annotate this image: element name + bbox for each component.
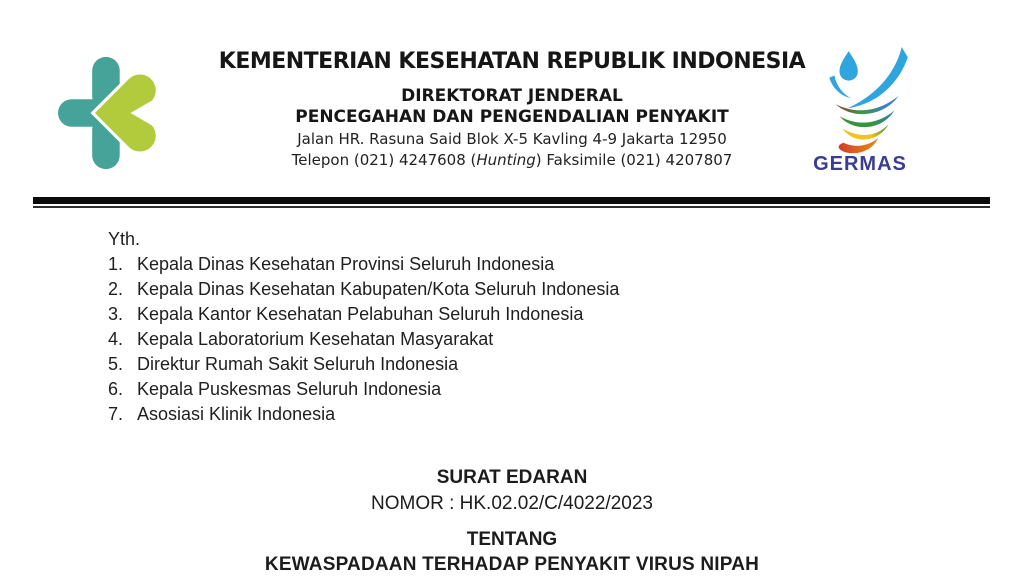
germas-arm-right [848, 47, 908, 108]
recipient-number: 1. [108, 254, 124, 274]
recipient-number: 2. [108, 279, 124, 299]
recipient-text: Kepala Laboratorium Kesehatan Masyarakat [137, 329, 494, 349]
germas-logo-icon [820, 47, 912, 153]
recipient-text: Kepala Dinas Kesehatan Provinsi Seluruh Indonesia [137, 254, 555, 274]
recipient-number: 6. [108, 379, 124, 399]
directorate-line2: PENCEGAHAN DAN PENGENDALIAN PENYAKIT [295, 107, 729, 127]
recipient-text: Kepala Kantor Kesehatan Pelabuhan Seluruh Indonesia [137, 304, 584, 324]
germas-band-4 [839, 138, 878, 153]
recipient-item [108, 352, 619, 377]
directorate-line1: DIREKTORAT JENDERAL [401, 86, 623, 106]
salutation: Yth. [108, 229, 141, 249]
recipient-text: Direktur Rumah Sakit Seluruh Indonesia [137, 354, 459, 374]
recipient-number: 4. [108, 329, 124, 349]
recipient-item [108, 377, 619, 402]
phone-post: ) Faksimile (021) 4207807 [535, 151, 733, 169]
document-subject: KEWASPADAAN TERHADAP PENYAKIT VIRUS NIPAH [264, 554, 760, 575]
recipient-text: Kepala Puskesmas Seluruh Indonesia [137, 379, 442, 399]
recipient-item [108, 252, 619, 277]
recipient-item [108, 402, 619, 427]
recipient-item [108, 277, 619, 302]
recipient-number: 3. [108, 304, 124, 324]
letterhead-divider [33, 197, 990, 208]
recipient-item [108, 327, 619, 352]
germas-head-drop [840, 51, 858, 81]
recipient-item [108, 302, 619, 327]
germas-label: GERMAS [813, 153, 907, 175]
document-type-title: SURAT EDARAN [436, 467, 588, 488]
recipient-number: 7. [108, 404, 124, 424]
phone-hunting: Hunting [476, 151, 536, 169]
recipient-number: 5. [108, 354, 124, 374]
ministry-name: KEMENTERIAN KESEHATAN REPUBLIK INDONESIA [218, 49, 806, 74]
recipient-text: Asosiasi Klinik Indonesia [137, 404, 336, 424]
recipient-text: Kepala Dinas Kesehatan Kabupaten/Kota Seluruh Indonesia [137, 279, 620, 299]
office-address: Jalan HR. Rasuna Said Blok X-5 Kavling 4-9 Jakarta 12950 [297, 130, 727, 148]
document-number: NOMOR : HK.02.02/C/4022/2023 [371, 493, 653, 514]
phone-pre: Telepon (021) 4247608 ( [291, 151, 477, 169]
recipients-block [108, 227, 619, 427]
about-label: TENTANG [466, 529, 558, 550]
